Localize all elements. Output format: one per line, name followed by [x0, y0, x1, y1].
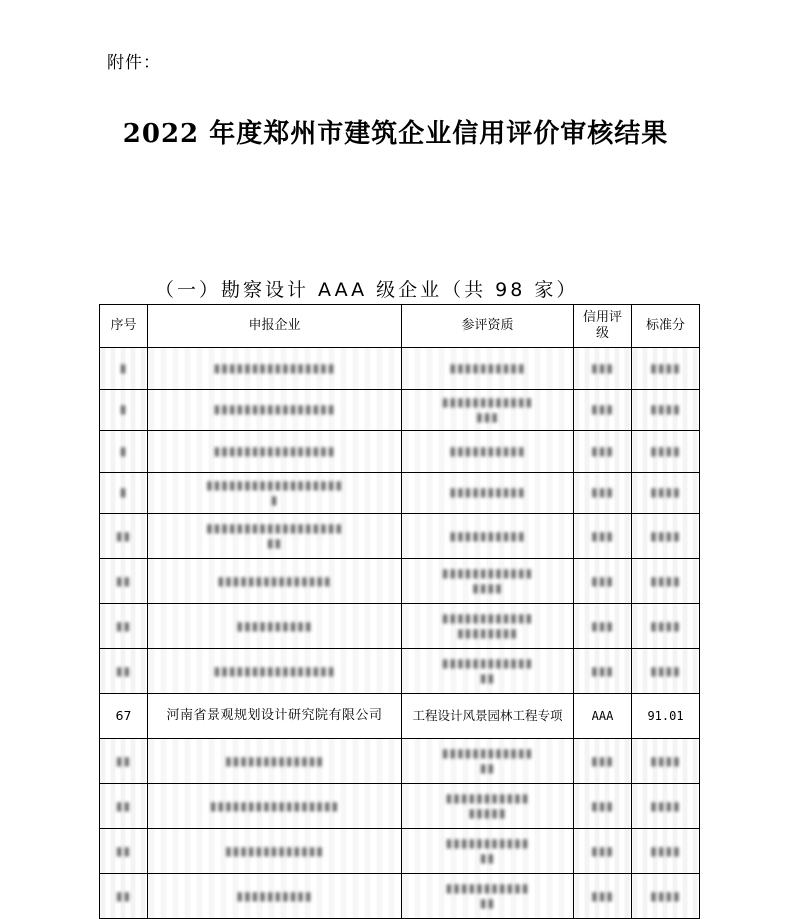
- redacted-cell: ▮▮▮▮▮▮▮▮▮▮▮▮▮▮▮▮▮: [148, 784, 402, 829]
- table-row: [100, 694, 700, 739]
- header-rating: 信用评级: [574, 305, 632, 348]
- redacted-cell: ▮▮▮▮: [632, 829, 700, 874]
- redacted-cell: ▮▮▮▮: [632, 514, 700, 559]
- table-row-redacted: [100, 829, 700, 874]
- redacted-cell: ▮▮▮▮▮▮▮▮▮▮▮▮▮: [148, 739, 402, 784]
- redacted-cell: ▮▮: [100, 559, 148, 604]
- redacted-cell: ▮▮▮▮▮▮▮▮▮▮: [402, 472, 574, 514]
- row-rating: AAA: [574, 694, 632, 739]
- redacted-cell: ▮▮▮▮▮▮▮▮▮▮▮ ▮▮: [402, 874, 574, 919]
- redacted-cell: ▮▮▮: [574, 559, 632, 604]
- redacted-cell: ▮▮▮▮: [632, 649, 700, 694]
- redacted-cell: ▮▮▮▮▮▮▮▮▮▮: [148, 604, 402, 649]
- redacted-cell: ▮▮▮▮▮▮▮▮▮▮▮▮ ▮▮▮: [402, 389, 574, 431]
- redacted-cell: ▮▮▮▮▮▮▮▮▮▮▮▮▮▮▮▮▮▮ ▮: [148, 472, 402, 514]
- redacted-cell: ▮▮▮: [574, 784, 632, 829]
- redacted-cell: ▮▮▮▮: [632, 389, 700, 431]
- redacted-cell: ▮▮▮▮▮▮▮▮▮▮▮▮ ▮▮▮▮▮▮▮▮: [402, 604, 574, 649]
- table-row-redacted: [100, 784, 700, 829]
- redacted-cell: ▮▮▮▮▮▮▮▮▮▮▮▮▮▮▮▮: [148, 649, 402, 694]
- redacted-cell: ▮▮▮▮: [632, 739, 700, 784]
- redacted-cell: ▮: [100, 348, 148, 390]
- section-title: （一）勘察设计 AAA 级企业（共 98 家）: [155, 279, 579, 301]
- redacted-cell: ▮▮▮▮▮▮▮▮▮▮▮▮▮▮▮▮: [148, 431, 402, 473]
- table-row-redacted: [100, 874, 700, 919]
- redacted-cell: ▮▮▮▮▮▮▮▮▮▮▮ ▮▮▮▮▮: [402, 784, 574, 829]
- redacted-cell: ▮▮▮▮▮▮▮▮▮▮▮▮▮▮▮▮: [148, 389, 402, 431]
- redacted-cell: ▮▮▮▮: [632, 874, 700, 919]
- redacted-cell: ▮: [100, 431, 148, 473]
- header-score: 标准分: [632, 305, 700, 348]
- redacted-cell: ▮▮▮▮: [632, 431, 700, 473]
- redacted-cell: ▮▮▮▮▮▮▮▮▮▮▮▮ ▮▮: [402, 739, 574, 784]
- redacted-cell: ▮▮▮▮▮▮▮▮▮▮: [402, 348, 574, 390]
- attachment-label: 附件：: [107, 53, 161, 73]
- redacted-cell: ▮▮: [100, 604, 148, 649]
- redacted-cell: ▮▮▮▮▮▮▮▮▮▮▮▮▮: [148, 829, 402, 874]
- redacted-cell: ▮▮▮: [574, 739, 632, 784]
- redacted-cell: ▮▮▮▮▮▮▮▮▮▮: [148, 874, 402, 919]
- redacted-cell: ▮▮▮: [574, 348, 632, 390]
- table-row-redacted: [100, 559, 700, 604]
- redacted-cell: ▮▮▮: [574, 431, 632, 473]
- redacted-cell: ▮▮▮▮▮▮▮▮▮▮: [402, 431, 574, 473]
- redacted-cell: ▮▮▮: [574, 514, 632, 559]
- redacted-cell: ▮▮▮: [574, 874, 632, 919]
- row-index: 67: [100, 694, 148, 739]
- redacted-cell: ▮▮: [100, 514, 148, 559]
- table-row-redacted: [100, 472, 700, 514]
- document-title: 2022 年度郑州市建筑企业信用评价审核结果: [122, 119, 669, 149]
- redacted-cell: ▮▮▮▮▮▮▮▮▮▮: [402, 514, 574, 559]
- redacted-cell: ▮▮▮: [574, 472, 632, 514]
- redacted-cell: ▮▮▮: [574, 389, 632, 431]
- redacted-cell: ▮▮: [100, 784, 148, 829]
- table-row-redacted: [100, 389, 700, 431]
- redacted-cell: ▮: [100, 389, 148, 431]
- row-company: 河南省景观规划设计研究院有限公司: [148, 694, 402, 739]
- redacted-cell: ▮▮▮▮: [632, 784, 700, 829]
- redacted-cell: ▮▮: [100, 649, 148, 694]
- redacted-cell: ▮▮▮▮▮▮▮▮▮▮▮ ▮▮: [402, 829, 574, 874]
- redacted-cell: ▮▮▮: [574, 649, 632, 694]
- redacted-cell: ▮▮▮▮▮▮▮▮▮▮▮▮▮▮▮: [148, 559, 402, 604]
- redacted-cell: ▮▮▮▮▮▮▮▮▮▮▮▮ ▮▮: [402, 649, 574, 694]
- row-score: 91.01: [632, 694, 700, 739]
- redacted-cell: ▮▮▮▮▮▮▮▮▮▮▮▮ ▮▮▮▮: [402, 559, 574, 604]
- results-table: [99, 304, 700, 919]
- redacted-cell: ▮: [100, 472, 148, 514]
- redacted-cell: ▮▮▮▮: [632, 604, 700, 649]
- redacted-cell: ▮▮: [100, 874, 148, 919]
- table-row-redacted: [100, 431, 700, 473]
- redacted-cell: ▮▮: [100, 739, 148, 784]
- redacted-cell: ▮▮▮▮: [632, 472, 700, 514]
- header-index: 序号: [100, 305, 148, 348]
- table-row-redacted: [100, 348, 700, 390]
- redacted-cell: ▮▮▮▮▮▮▮▮▮▮▮▮▮▮▮▮: [148, 348, 402, 390]
- header-qualification: 参评资质: [402, 305, 574, 348]
- table-row-redacted: [100, 514, 700, 559]
- table-header-row: [100, 305, 700, 348]
- header-company: 申报企业: [148, 305, 402, 348]
- table-row-redacted: [100, 649, 700, 694]
- table-row-redacted: [100, 604, 700, 649]
- table-row-redacted: [100, 739, 700, 784]
- redacted-cell: ▮▮▮: [574, 829, 632, 874]
- redacted-cell: ▮▮▮: [574, 604, 632, 649]
- redacted-cell: ▮▮▮▮▮▮▮▮▮▮▮▮▮▮▮▮▮▮ ▮▮: [148, 514, 402, 559]
- row-qualification: 工程设计风景园林工程专项: [402, 694, 574, 739]
- redacted-cell: ▮▮: [100, 829, 148, 874]
- redacted-cell: ▮▮▮▮: [632, 559, 700, 604]
- redacted-cell: ▮▮▮▮: [632, 348, 700, 390]
